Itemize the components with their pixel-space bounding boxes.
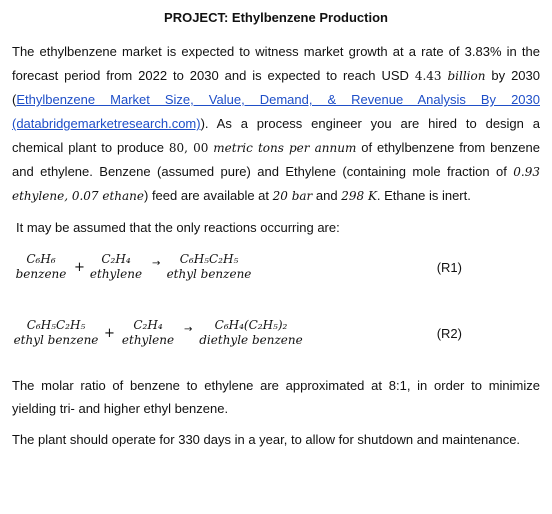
r1-label: (R1): [436, 260, 462, 275]
r1-reactant-ethylene: [84, 252, 148, 282]
r2-product-name: diethyle benzene: [199, 333, 303, 347]
r2-reactant2-name: ethylene: [121, 333, 175, 347]
feed-temperature: 298 K: [341, 189, 377, 203]
r1-product-formula: C₆H₅C₂H₅: [179, 252, 239, 266]
reaction-r2: [12, 318, 540, 370]
r2-reactant1-name: ethyl benzene: [13, 333, 99, 347]
intro-text-5: ) feed are available at: [144, 188, 273, 203]
r2-product-diethylbenzene: [194, 318, 308, 348]
operation-paragraph: The plant should operate for 330 days in a year, to allow for shutdown and maintenance.: [12, 432, 521, 447]
r1-reactant1-formula: C₆H₆: [26, 252, 56, 266]
r2-plus: +: [104, 326, 115, 341]
intro-text-6: and: [312, 188, 342, 203]
r1-product-name: ethyl benzene: [166, 267, 252, 281]
reaction-r1: [12, 252, 540, 304]
intro-paragraph: [12, 40, 540, 208]
r2-reactant2-formula: C₂H₄: [133, 318, 163, 332]
r1-reactant1-name: benzene: [15, 267, 67, 281]
intro-text-2: by 2030 (: [12, 68, 540, 107]
project-title: PROJECT: Ethylbenzene Production: [164, 10, 388, 25]
reactions-intro: It may be assumed that the only reactions occurring are:: [16, 220, 340, 235]
market-report-link[interactable]: Ethylbenzene Market Size, Value, Demand, & Revenue Analysis By 2030 (databridgemarketresearch.com): [12, 92, 540, 131]
molar-ratio-paragraph: The molar ratio of benzene to ethylene are approximated at 8:1, in order to minimize yielding tri- and higher ethyl benzene.: [12, 378, 540, 416]
r1-reactant2-formula: C₂H₄: [101, 252, 131, 266]
r2-arrow: →: [184, 324, 193, 335]
r1-product-ethylbenzene: [162, 252, 256, 282]
ethylene-feed-fraction: 0.93 ethylene, 0.07 ethane: [12, 165, 540, 203]
intro-text-7: . Ethane is inert.: [376, 188, 471, 203]
r1-reactant-benzene: [12, 252, 70, 282]
r2-label: (R2): [436, 326, 462, 341]
r1-reactant2-name: ethylene: [89, 267, 143, 281]
intro-text-4: of ethylbenzene from benzene and ethylene. Benzene (assumed pure) and Ethylene (containing mole fraction of: [12, 140, 540, 179]
intro-text-1: The ethylbenzene market is expected to witness market growth at a rate of 3.83% in the forecast period from 2022 to 2030 and is expected to reach USD: [12, 44, 540, 83]
r2-product-formula: C₆H₄(C₂H₅)₂: [214, 318, 288, 332]
market-value-unit: billion: [447, 69, 486, 83]
plant-capacity: 80, 00: [168, 141, 209, 155]
r2-reactant-ethylene: [116, 318, 180, 348]
r1-arrow: →: [152, 258, 161, 269]
plant-capacity-unit: metric tons per annum: [213, 141, 357, 155]
r2-reactant1-formula: C₆H₅C₂H₅: [26, 318, 86, 332]
r2-reactant-ethylbenzene: [12, 318, 100, 348]
market-value: 4.43: [414, 69, 442, 83]
feed-pressure: 20 bar: [272, 189, 313, 203]
intro-text-3: ). As a process engineer you are hired to design a chemical plant to produce: [12, 116, 540, 155]
r1-plus: +: [74, 260, 85, 275]
